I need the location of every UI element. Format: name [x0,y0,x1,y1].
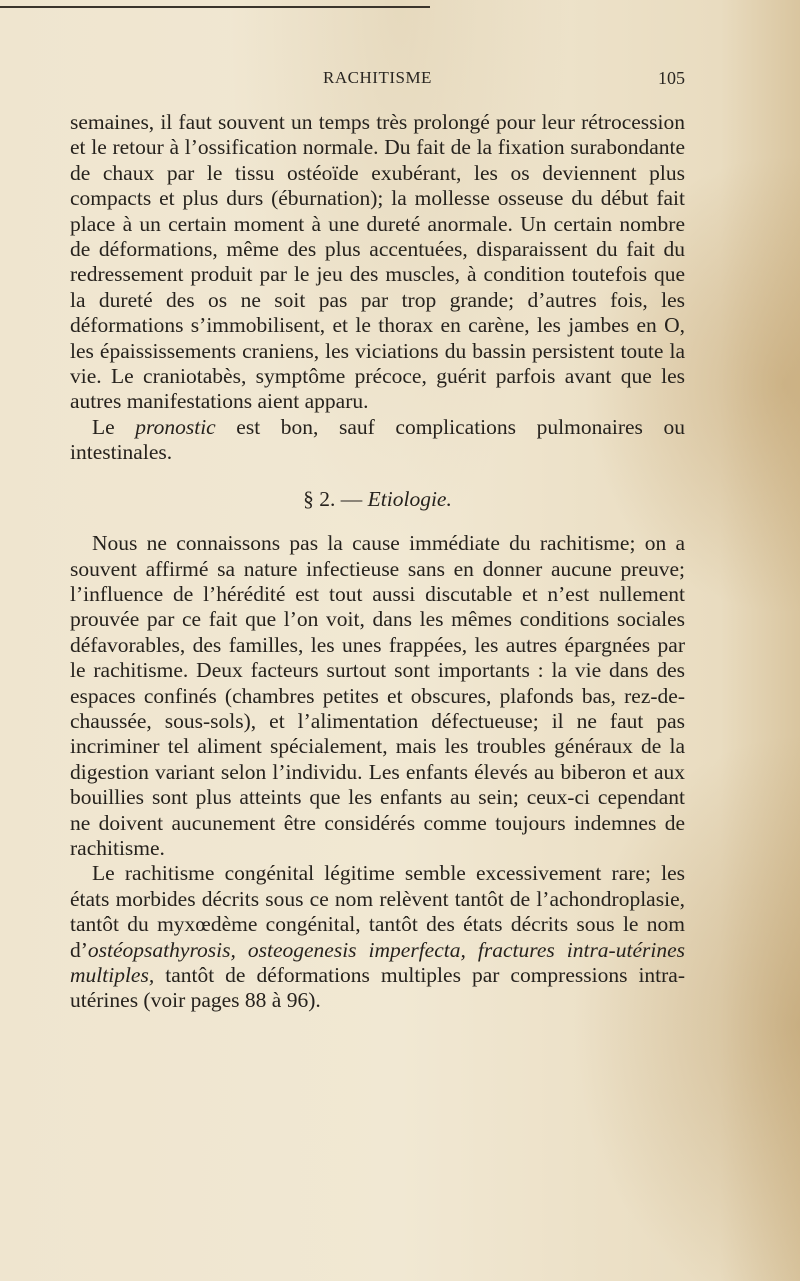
page-number: 105 [658,68,685,88]
paragraph-congenital [70,861,685,1013]
congenital-rest: tantôt de déformations multiples par compressions intra-utérines (voir pages 88 à 96). [70,963,685,1013]
paragraph-continuation: semaines, il faut souvent un temps très prolongé pour leur rétrocession et le retour à l’ossification normale. Du fait de la fixation surabondante de chaux par le tissu ostéoïde exubérant, les os deviennent plus compacts et plus durs (éburnation); la mollesse osseuse du début fait place à un certain moment à une dureté anormale. Un certain nombre de déformations, même des plus accentuées, disparaissent du fait du redressement produit par le jeu des muscles, à condition toutefois que la dureté des os ne soit pas par trop grande; d’autres fois, les déformations s’immobilisent, et le thorax en carène, les jambes en O, les épaississements craniens, les viciations du bassin persistent toute la vie. Le craniotabès, symptôme précoce, guérit parfois avant que les autres manifestations aient apparu. [70,110,685,414]
paragraph-prognosis [70,415,685,466]
congenital-lead: Le rachitisme congénital légitime semble excessivement rare; les états morbides décrits sous ce nom relèvent tantôt de l’achondroplasie, tantôt du myxœdème congénital, tantôt des états décrits sous le nom d’ [70,861,685,962]
paragraph-etiology: Nous ne connaissons pas la cause immédiate du rachitisme; on a souvent affirmé sa nature infectieuse sans en donner aucune preuve; l’influence de l’hérédité est tout aussi discutable et n’est nullement prouvée par ce fait que l’on voit, dans les mêmes conditions sociales défavorables, des familles, les unes frappées, les autres épargnées par le rachitisme. Deux facteurs surtout sont importants : la vie dans des espaces confinés (chambres petites et obscures, plafonds bas, rez-de-chaussée, sous-sols), et l’alimentation défectueuse; il ne faut pas incriminer tel aliment spécialement, mais les troubles généraux de la digestion variant selon l’individu. Les enfants élevés au biberon et aux bouillies sont plus atteints que les enfants au sein; ceux-ci cependant ne doivent aucunement être considérés comme toujours indemnes de rachitisme. [70,531,685,860]
prognosis-term: pronostic [135,414,216,439]
body-text [70,110,685,1014]
running-title: RACHITISME [323,68,432,87]
congenital-terms: ostéopsathyrosis, osteogenesis imperfecta, fractures intra-utérines multiples, [70,937,685,987]
prognosis-lead: Le [92,414,136,439]
running-head [70,68,685,92]
section-heading [70,487,685,512]
section-title: Etiologie. [367,486,452,511]
top-edge-rule [0,6,430,8]
section-number: § 2. — [303,486,368,511]
prognosis-rest: est bon, sauf complications pulmonaires ou intestinales. [70,414,685,465]
